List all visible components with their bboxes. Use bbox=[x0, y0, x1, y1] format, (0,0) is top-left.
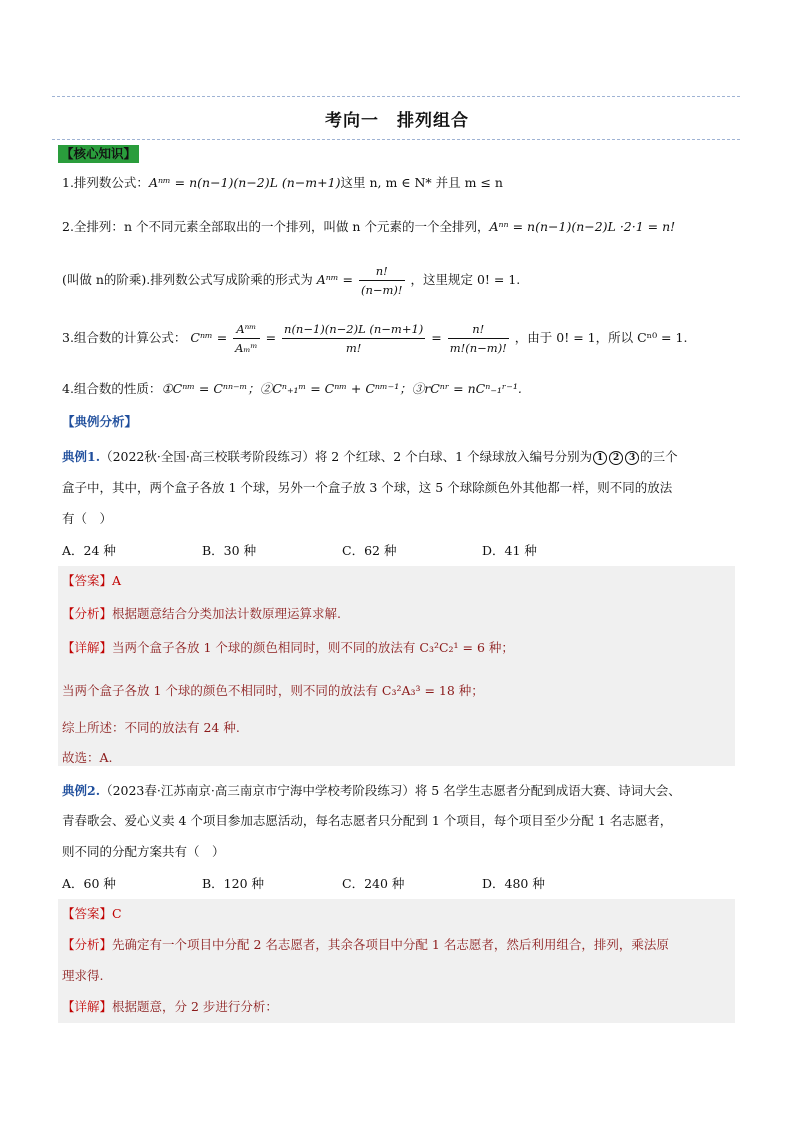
example-2-choices bbox=[62, 875, 622, 893]
example-1-line-3: 有（ ） bbox=[62, 511, 113, 526]
example-2-analysis-2: 理求得. bbox=[62, 968, 104, 983]
choice-a: A．60 种 bbox=[62, 876, 116, 891]
example-2-answer: 【答案】C bbox=[62, 906, 122, 921]
choice-a: A．24 种 bbox=[62, 543, 116, 558]
example-2-detail-1: 【详解】根据题意，分 2 步进行分析： bbox=[62, 999, 278, 1014]
example-1-answer: 【答案】A bbox=[62, 573, 122, 588]
choice-c: C．62 种 bbox=[342, 543, 397, 558]
choice-d: D．41 种 bbox=[482, 543, 537, 558]
page-title: 考向一 排列组合 bbox=[325, 111, 469, 131]
example-2-analysis-1: 【分析】先确定有一个项目中分配 2 名志愿者，其余各项目中分配 1 名志愿者，然后利用组合，排列，乘法原 bbox=[62, 937, 669, 952]
core-item-4: 4.组合数的性质：①Cⁿᵐ = Cⁿⁿ⁻ᵐ；②Cⁿ₊₁ᵐ = Cⁿᵐ + Cⁿᵐ⁻¹；③rCⁿʳ = nCⁿ₋₁ʳ⁻¹. bbox=[62, 381, 522, 396]
title-dashed-rule bbox=[52, 139, 740, 140]
combination-fraction-3: $\frac{n!}{m!(n-m)!}$ bbox=[449, 322, 507, 355]
core-item-2: 2.全排列：n 个不同元素全部取出的一个排列，叫做 n 个元素的一个全排列，Aⁿⁿ = n(n−1)(n−2)L ·2·1 = n! bbox=[62, 219, 676, 234]
example-1-detail-3: 综上所述：不同的放法有 24 种. bbox=[62, 720, 240, 735]
core-item-1: 1.排列数公式：Aⁿᵐ = n(n−1)(n−2)L (n−m+1)这里 n, m ∈ N* 并且 m ≤ n bbox=[62, 175, 503, 190]
example-2-line-2: 青春歌会、爱心义卖 4 个项目参加志愿活动，每名志愿者只分配到 1 个项目，每个项目至少分配 1 名志愿者， bbox=[62, 813, 673, 828]
core-item-3: 3.组合数的计算公式： Cⁿᵐ = $\frac{\text{Aⁿᵐ}}{\text{Aₘᵐ}}$ = $\frac{n(n-1)(n-2)L (n-m+1)}{m!}$ = $\frac{n!}{m!(n-m)!}$ ，由于 0! = 1，所以 Cⁿ⁰ = 1. bbox=[62, 322, 688, 355]
factorial-fraction: $\frac{n!}{(n-m)!}$ bbox=[360, 264, 403, 297]
combination-fraction-1: $\frac{\text{Aⁿᵐ}}{\text{Aₘᵐ}}$ bbox=[235, 322, 258, 355]
choice-c: C．240 种 bbox=[342, 876, 405, 891]
example-2-line-1: 典例2.（2023春·江苏南京·高三南京市宁海中学校考阶段练习）将 5 名学生志愿者分配到成语大赛、诗词大会、 bbox=[62, 783, 681, 798]
analysis-section-tag: 【典例分析】 bbox=[62, 414, 138, 429]
top-dashed-rule bbox=[52, 96, 740, 97]
example-2-line-3: 则不同的分配方案共有（ ） bbox=[62, 844, 225, 859]
choice-d: D．480 种 bbox=[482, 876, 545, 891]
choice-b: B．120 种 bbox=[202, 876, 265, 891]
example-1-detail-4: 故选：A. bbox=[62, 750, 113, 765]
example-1-detail-2: 当两个盒子各放 1 个球的颜色不相同时，则不同的放法有 C₃²A₃³ = 18 种； bbox=[62, 683, 484, 698]
choice-b: B．30 种 bbox=[202, 543, 257, 558]
example-1-choices bbox=[62, 542, 622, 560]
core-knowledge-tag: 【核心知识】 bbox=[58, 145, 139, 163]
example-1-detail-1: 【详解】当两个盒子各放 1 个球的颜色相同时，则不同的放法有 C₃²C₂¹ = 6 种； bbox=[62, 640, 514, 655]
example-1-line-2: 盒子中，其中，两个盒子各放 1 个球，另外一个盒子放 3 个球，这 5 个球除颜色外其他都一样，则不同的放法 bbox=[62, 480, 673, 495]
combination-fraction-2: $\frac{n(n-1)(n-2)L (n-m+1)}{m!}$ bbox=[284, 322, 424, 355]
core-item-2-continued: (叫做 n的阶乘).排列数公式写成阶乘的形式为 Aⁿᵐ = $\frac{n!}{(n-m)!}$ ，这里规定 0! = 1. bbox=[62, 264, 521, 297]
example-1-analysis: 【分析】根据题意结合分类加法计数原理运算求解. bbox=[62, 606, 341, 621]
example-1-line-1: 典例1.（2022秋·全国·高三校联考阶段练习）将 2 个红球、2 个白球、1 个绿球放入编号分别为 1 2 3 的三个 bbox=[62, 449, 678, 464]
